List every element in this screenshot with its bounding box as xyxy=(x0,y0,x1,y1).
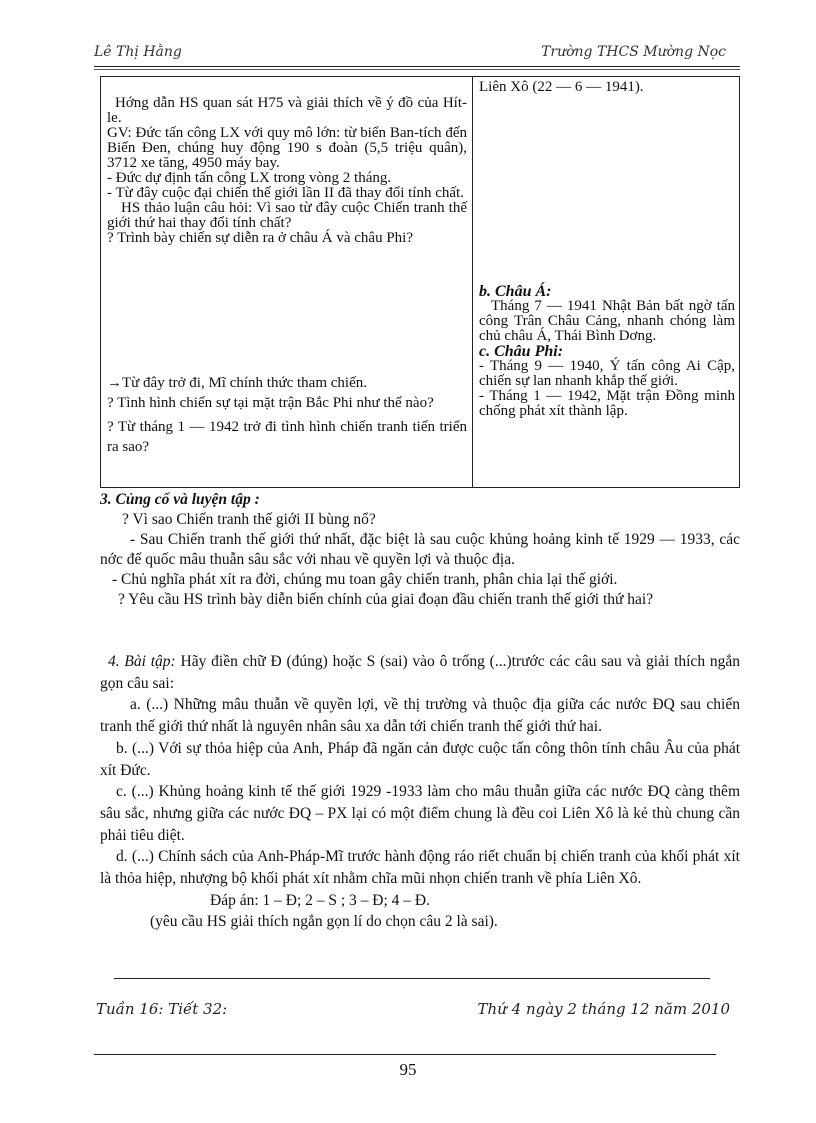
left-p5: HS thảo luận câu hỏi: Vì sao từ đây cuộc Chiến tranh thế giới thứ hai thay đổi tính chất? xyxy=(107,200,467,231)
section-4 xyxy=(100,651,740,933)
separator-rule xyxy=(114,978,710,979)
header-author: Lê Thị Hằng xyxy=(94,44,182,60)
right-p3: - Tháng 9 — 1940, Ý tấn công Ai Cập, chiến sự lan nhanh khắp thế giới. xyxy=(479,358,735,389)
week-label: Tuần 16: Tiết 32: xyxy=(96,1000,228,1018)
right-heading-c: c. Châu Phi: xyxy=(479,343,564,360)
section-3 xyxy=(100,490,740,610)
header-rule xyxy=(94,66,740,67)
exercise-b: b. (...) Với sự thỏa hiệp của Anh, Pháp đã ngăn cản được cuộc tấn công thôn tính châu Âu của phát xít Đức. xyxy=(100,739,740,779)
exercise-d: d. (...) Chính sách của Anh-Pháp-Mĩ trước hành động ráo riết chuẩn bị chiến tranh của khối phát xít là thỏa hiệp, nhượng bộ khối phát xít nhằm chĩa mũi nhọn chiến tranh về phía Liên Xô. xyxy=(100,848,740,888)
page-number: 95 xyxy=(399,1060,417,1079)
left-p3: - Đức dự định tấn công LX trong vòng 2 tháng. xyxy=(107,170,392,186)
section-3-answer-2: - Chủ nghĩa phát xít ra đời, chúng mu toan gây chiến tranh, phân chia lại thế giới. xyxy=(112,571,618,588)
right-p4: - Tháng 1 — 1942, Mặt trận Đồng minh chống phát xít thành lập. xyxy=(479,388,735,419)
right-p2: Tháng 7 — 1941 Nhật Bản bất ngờ tấn công Trân Châu Cảng, nhanh chóng làm chủ châu Á, Thái Bình Dơng. xyxy=(479,298,735,344)
left-p1: Hớng dẫn HS quan sát H75 và giải thích về ý đồ của Hít-le. xyxy=(107,95,467,126)
section-4-instruction: Hãy điền chữ Đ (đúng) hoặc S (sai) vào ô trống (...)trước các câu sau và giải thích ngắn gọn câu sai: xyxy=(100,653,740,692)
exercise-a: a. (...) Những mâu thuẫn về quyền lợi, về thị trường và thuộc địa giữa các nước ĐQ sau chiến tranh thế giới thứ nhất là nguyên nhân sâu xa dẫn tới chiến tranh thế giới thứ hai. xyxy=(100,696,740,736)
footer-rule xyxy=(94,1054,716,1055)
answer-note: (yêu cầu HS giải thích ngắn gọn lí do chọn câu 2 là sai). xyxy=(150,913,498,931)
right-heading-b: b. Châu Á: xyxy=(479,283,552,300)
header-rule-secondary xyxy=(94,69,740,70)
section-3-title: 3. Củng cố và luyện tập : xyxy=(100,491,260,508)
section-4-intro xyxy=(100,651,740,694)
left-p6: ? Trình bày chiến sự diễn ra ở châu Á và châu Phi? xyxy=(107,230,413,246)
left-p7: →Từ đây trở đi, Mĩ chính thức tham chiến. xyxy=(107,375,367,391)
right-cell-block xyxy=(479,284,735,419)
date-label: Thứ 4 ngày 2 tháng 12 năm 2010 xyxy=(477,1000,730,1018)
answer-key: Đáp án: 1 – Đ; 2 – S ; 3 – Đ; 4 – Đ. xyxy=(210,891,431,909)
right-p1: Liên Xô (22 — 6 — 1941). xyxy=(479,79,644,95)
left-p2: GV: Đức tấn công LX với quy mô lớn: từ biển Ban-tích đến Biển Đen, chúng huy động 190 s đoàn (5,5 triệu quân), 3712 xe tăng, 4950 máy bay. xyxy=(107,125,467,171)
left-p8: ? Tình hình chiến sự tại mặt trận Bắc Phi như thế nào? xyxy=(107,395,434,411)
table-column-divider xyxy=(472,77,473,487)
section-4-label: 4. Bài tập: xyxy=(108,653,176,670)
exercise-c: c. (...) Khủng hoảng kinh tế thế giới 1929 -1933 làm cho mâu thuẫn giữa các nước ĐQ càng thêm sâu sắc, nhưng giữa các nước ĐQ – PX lại có một điểm chung là đều coi Liên Xô là kẻ thù chung cần phải tiêu diệt. xyxy=(100,783,740,844)
left-p4: - Từ đây cuộc đại chiến thế giới lần II đã thay đổi tính chất. xyxy=(107,185,464,201)
section-3-question-1: ? Vì sao Chiến tranh thế giới II bùng nổ? xyxy=(122,511,376,528)
section-3-question-2: ? Yêu cầu HS trình bày diễn biến chính của giai đoạn đầu chiến tranh thế giới thứ hai? xyxy=(118,591,654,608)
lesson-table xyxy=(100,76,740,488)
left-cell-block-2 xyxy=(107,373,467,457)
header-school: Trường THCS Mường Nọc xyxy=(541,44,726,60)
left-cell-block-1 xyxy=(107,96,467,246)
left-p9: ? Từ tháng 1 — 1942 trở đi tình hình chiến tranh tiến triển ra sao? xyxy=(107,419,467,455)
section-3-answer-1: - Sau Chiến tranh thế giới thứ nhất, đặc biệt là sau cuộc khủng hoảng kinh tế 1929 — 1933, các nớc đế quốc mâu thuẫn sâu sắc với nhau về quyền lợi và thuộc địa. xyxy=(100,531,740,568)
